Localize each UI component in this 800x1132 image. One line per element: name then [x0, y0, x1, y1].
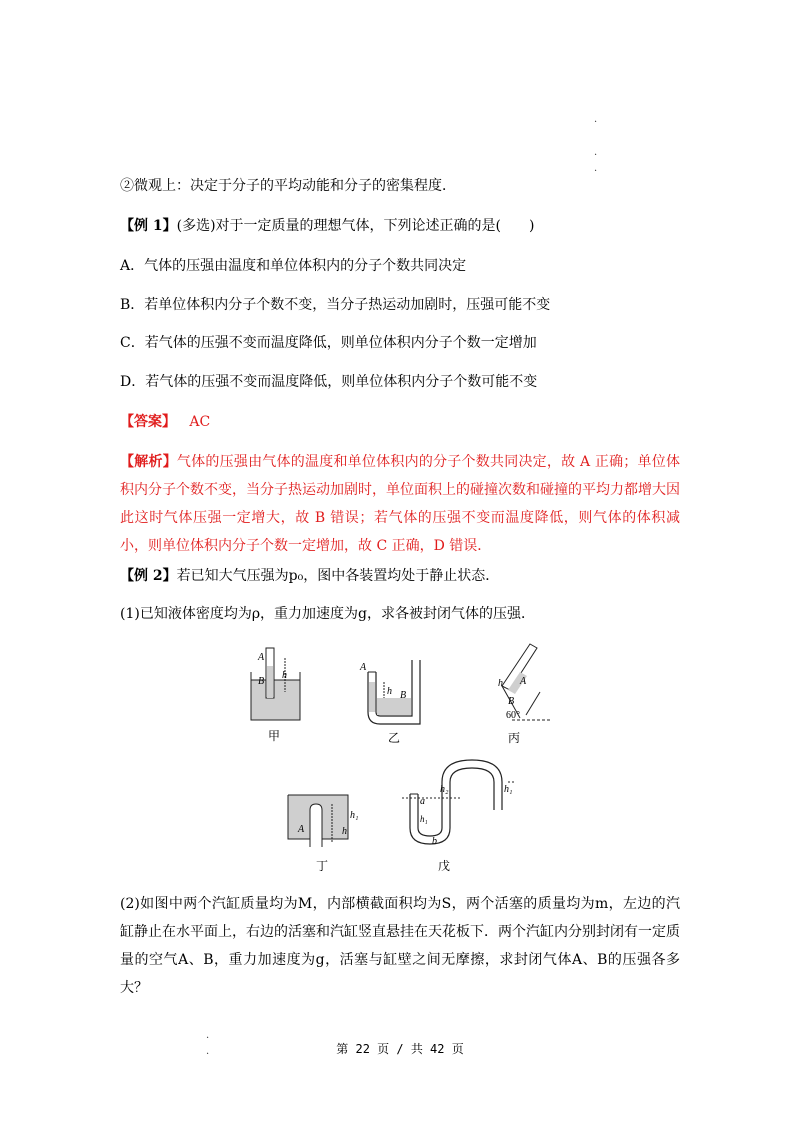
page-footer: 第 22 页 / 共 42 页 [336, 1042, 464, 1056]
example2-q2: (2)如图中两个汽缸质量均为M，内部横截面积均为S，两个活塞的质量均为m，左边的汽缸静止在水平面上，右边的活塞和汽缸竖直悬挂在天花板下．两个汽缸内分别封闭有一定质量的空气A、B，重力加速度为g，活塞与缸壁之间无摩擦，求封闭气体A、B的压强各多大？ [120, 896, 680, 996]
corner-mark: · [206, 1049, 210, 1060]
corner-mark: · [206, 1033, 210, 1044]
caption-jia: 甲 [268, 729, 281, 743]
option-c: C．若气体的压强不变而温度降低，则单位体积内分子个数一定增加 [120, 335, 537, 351]
label-B: B [258, 676, 265, 687]
caption-wu: 戊 [438, 859, 451, 873]
example1-tag: 【例 1】 [120, 218, 177, 234]
corner-mark: · [594, 117, 598, 128]
label-h1: h₁ [420, 814, 428, 824]
label-angle: 60° [506, 710, 520, 721]
answer-line [120, 412, 680, 432]
analysis-paragraph [120, 448, 680, 560]
label-A: A [258, 652, 265, 663]
caption-yi: 乙 [388, 731, 401, 745]
label-h1: h₁ [350, 810, 359, 821]
option-b: B．若单位体积内分子个数不变，当分子热运动加剧时，压强可能不变 [120, 297, 551, 313]
label-h1: h₁ [504, 784, 513, 795]
label-A: A [520, 676, 527, 687]
pressure-figure [120, 632, 680, 882]
example2-stem: 若已知大气压强为p₀，图中各装置均处于静止状态． [176, 568, 500, 584]
label-h: h [342, 826, 347, 837]
label-b: b [432, 836, 437, 847]
example1-question [120, 216, 680, 236]
label-A: A [298, 824, 305, 835]
figure-yi [359, 660, 420, 745]
caption-ding: 丁 [316, 859, 329, 873]
example2-question [120, 566, 680, 586]
label-h2: h₂ [440, 784, 449, 795]
label-B: B [400, 690, 407, 701]
option-a: A．气体的压强由温度和单位体积内的分子个数共同决定 [120, 258, 467, 274]
answer-label: 【答案】 [120, 414, 176, 430]
figure-jia [251, 648, 300, 743]
label-a: a [420, 796, 425, 807]
corner-mark: · [594, 150, 598, 161]
label-h: h [498, 678, 503, 689]
label-B: B [508, 696, 515, 707]
option-d: D．若气体的压强不变而温度降低，则单位体积内分子个数可能不变 [120, 374, 538, 390]
example1-stem: (多选)对于一定质量的理想气体，下列论述正确的是( ) [176, 218, 535, 234]
example2-tag: 【例 2】 [120, 568, 177, 584]
analysis-label: 【解析】 [120, 454, 177, 470]
figure-bing [498, 644, 550, 745]
caption-bing: 丙 [508, 731, 521, 745]
label-A: A [360, 662, 367, 673]
figure-ding [288, 795, 358, 873]
label-h: h [387, 686, 392, 697]
example2-q1: (1)已知液体密度均为ρ，重力加速度为g，求各被封闭气体的压强． [120, 606, 536, 622]
corner-mark: · [594, 166, 598, 177]
answer-value: AC [189, 414, 211, 430]
analysis-text: 气体的压强由气体的温度和单位体积内的分子个数共同决定，故 A 正确；单位体积内分子个数不变，当分子热运动加剧时，单位面积上的碰撞次数和碰撞的平均力都增大因此这时气体压强一定增大，故 B 错误；若气体的压强不变而温度降低，则气体的体积减小，则单位体积内分子个数一定增加，故 C 正确，D 错误． [120, 454, 680, 554]
micro-line: ②微观上：决定于分子的平均动能和分子的密集程度． [120, 178, 456, 194]
figure-wu [400, 760, 515, 873]
label-h: h [282, 670, 287, 681]
